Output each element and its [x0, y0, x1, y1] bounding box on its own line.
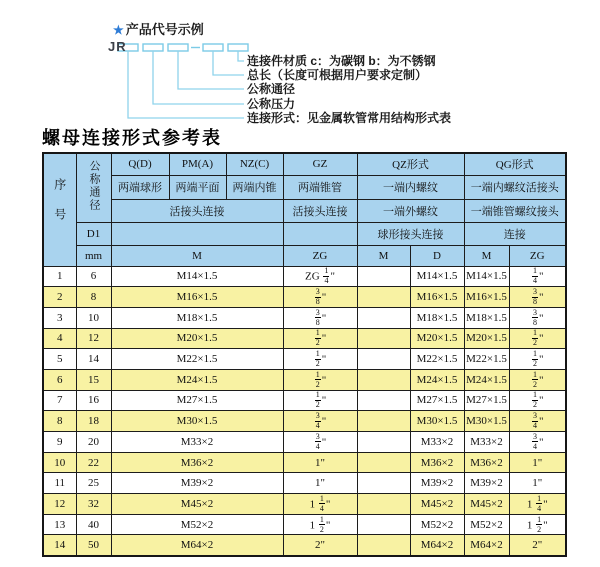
cell-qg-zg: 1 $\frac{1}{4}$ " — [509, 494, 566, 515]
header-empty-m — [111, 222, 283, 245]
cell-seq: 13 — [43, 514, 76, 535]
header-empty-gz — [283, 222, 357, 245]
cell-gz: $\frac{3}{8}$ " — [283, 287, 357, 308]
cell-seq: 11 — [43, 473, 76, 494]
cell-qz-m — [357, 390, 410, 411]
header-desc-qg: 一端内螺纹活接头 — [464, 175, 566, 199]
header-desc-nzc: 两端内锥 — [226, 175, 283, 199]
code-box-3 — [168, 44, 188, 51]
cell-qz-d: M20×1.5 — [410, 328, 464, 349]
header-seq-label: 序号 — [52, 178, 67, 239]
cell-m: M45×2 — [111, 494, 283, 515]
cell-qz-m — [357, 432, 410, 453]
cell-qz-d: M30×1.5 — [410, 411, 464, 432]
table-row — [43, 307, 566, 328]
cell-m: M20×1.5 — [111, 328, 283, 349]
table-title: 螺母连接形式参考表 — [42, 128, 222, 148]
header-desc-qz: 一端内螺纹 — [357, 175, 464, 199]
cell-qz-m — [357, 452, 410, 473]
cell-qz-d: M14×1.5 — [410, 266, 464, 287]
cell-qz-m — [357, 287, 410, 308]
cell-seq: 10 — [43, 452, 76, 473]
table-row — [43, 411, 566, 432]
header-unit-qz-m: M — [357, 245, 410, 266]
cell-m: M14×1.5 — [111, 266, 283, 287]
cell-qz-m — [357, 473, 410, 494]
cell-gz: $\frac{1}{2}$ " — [283, 328, 357, 349]
cell-qg-zg: $\frac{3}{4}$ " — [509, 411, 566, 432]
table-row — [43, 328, 566, 349]
cell-m: M36×2 — [111, 452, 283, 473]
cell-dn: 32 — [76, 494, 111, 515]
header-d1: D1 — [76, 222, 111, 245]
table-body — [43, 266, 566, 556]
leader-line-length — [213, 51, 244, 75]
cell-seq: 5 — [43, 349, 76, 370]
table-row — [43, 535, 566, 556]
cell-qz-d: M16×1.5 — [410, 287, 464, 308]
cell-m: M39×2 — [111, 473, 283, 494]
header-unit-qz-d: D — [410, 245, 464, 266]
cell-dn: 18 — [76, 411, 111, 432]
cell-qz-d: M45×2 — [410, 494, 464, 515]
cell-gz: 1 $\frac{1}{2}$ " — [283, 514, 357, 535]
cell-dn: 22 — [76, 452, 111, 473]
cell-qz-d: M18×1.5 — [410, 307, 464, 328]
header-unit-qg-m: M — [464, 245, 509, 266]
cell-qz-m — [357, 514, 410, 535]
cell-qg-zg: 1" — [509, 452, 566, 473]
cell-dn: 40 — [76, 514, 111, 535]
header-code-gz: GZ — [283, 153, 357, 175]
cell-seq: 8 — [43, 411, 76, 432]
code-box-5 — [228, 44, 248, 51]
table-row — [43, 494, 566, 515]
cell-qz-m — [357, 307, 410, 328]
cell-qz-m — [357, 349, 410, 370]
code-box-2 — [143, 44, 163, 51]
cell-qg-m: M33×2 — [464, 432, 509, 453]
label-pressure: 公称压力 — [247, 96, 296, 111]
cell-gz: 1 $\frac{1}{4}$ " — [283, 494, 357, 515]
cell-qg-zg: $\frac{3}{8}$ " — [509, 307, 566, 328]
cell-qg-m: M20×1.5 — [464, 328, 509, 349]
header-ball-joint-qz: 球形接头连接 — [357, 222, 464, 245]
cell-gz: $\frac{3}{4}$ " — [283, 411, 357, 432]
cell-dn: 8 — [76, 287, 111, 308]
cell-gz: $\frac{1}{2}$ " — [283, 349, 357, 370]
leader-line-material — [238, 51, 244, 61]
table-row — [43, 287, 566, 308]
cell-seq: 3 — [43, 307, 76, 328]
code-prefix: JR — [108, 39, 127, 54]
cell-qg-zg: 2" — [509, 535, 566, 556]
cell-seq: 2 — [43, 287, 76, 308]
cell-dn: 25 — [76, 473, 111, 494]
label-diameter: 公称通径 — [247, 81, 296, 96]
cell-qg-zg: $\frac{1}{2}$ " — [509, 369, 566, 390]
header-code-qg: QG形式 — [464, 153, 566, 175]
table-row — [43, 266, 566, 287]
table-row — [43, 390, 566, 411]
cell-qg-m: M30×1.5 — [464, 411, 509, 432]
cell-qg-m: M18×1.5 — [464, 307, 509, 328]
cell-seq: 6 — [43, 369, 76, 390]
header-dn — [76, 153, 111, 222]
header-unit-m: M — [111, 245, 283, 266]
header-code-nzc: NZ(C) — [226, 153, 283, 175]
cell-qg-m: M14×1.5 — [464, 266, 509, 287]
cell-qz-m — [357, 494, 410, 515]
diagram-title-text: 产品代号示例 — [125, 22, 204, 37]
cell-m: M22×1.5 — [111, 349, 283, 370]
cell-gz: $\frac{1}{2}$ " — [283, 390, 357, 411]
cell-qg-zg: $\frac{3}{4}$ " — [509, 432, 566, 453]
cell-dn: 14 — [76, 349, 111, 370]
cell-qg-m: M22×1.5 — [464, 349, 509, 370]
cell-qz-m — [357, 369, 410, 390]
header-ext-thread-qz: 一端外螺纹 — [357, 199, 464, 222]
cell-dn: 6 — [76, 266, 111, 287]
cell-m: M16×1.5 — [111, 287, 283, 308]
cell-seq: 1 — [43, 266, 76, 287]
cell-qg-m: M39×2 — [464, 473, 509, 494]
cell-gz: $\frac{3}{4}$ " — [283, 432, 357, 453]
star-icon: ★ — [113, 23, 124, 37]
diagram-title — [113, 19, 204, 38]
cell-seq: 12 — [43, 494, 76, 515]
cell-m: M52×2 — [111, 514, 283, 535]
cell-qg-m: M24×1.5 — [464, 369, 509, 390]
table-header — [43, 153, 566, 266]
table-row — [43, 473, 566, 494]
header-union-gz: 活接头连接 — [283, 199, 357, 222]
cell-qz-m — [357, 328, 410, 349]
cell-qg-m: M45×2 — [464, 494, 509, 515]
cell-qz-d: M64×2 — [410, 535, 464, 556]
cell-qg-m: M16×1.5 — [464, 287, 509, 308]
header-taper-joint-qg: 一端锥管螺纹接头 — [464, 199, 566, 222]
cell-dn: 12 — [76, 328, 111, 349]
cell-qz-m — [357, 411, 410, 432]
label-material: 连接件材质 c：为碳钢 b：为不锈钢 — [247, 53, 436, 68]
cell-gz: $\frac{1}{2}$ " — [283, 369, 357, 390]
header-seq — [43, 153, 76, 266]
cell-gz: 1" — [283, 473, 357, 494]
cell-m: M18×1.5 — [111, 307, 283, 328]
cell-gz: 2" — [283, 535, 357, 556]
header-desc-qd: 两端球形 — [111, 175, 169, 199]
header-mm: mm — [76, 245, 111, 266]
cell-gz: $\frac{3}{8}$ " — [283, 307, 357, 328]
cell-qg-zg: $\frac{1}{2}$ " — [509, 349, 566, 370]
cell-seq: 7 — [43, 390, 76, 411]
cell-m: M27×1.5 — [111, 390, 283, 411]
cell-seq: 14 — [43, 535, 76, 556]
cell-qg-m: M27×1.5 — [464, 390, 509, 411]
leader-line-pressure — [153, 51, 244, 104]
cell-qz-d: M27×1.5 — [410, 390, 464, 411]
cell-qg-m: M36×2 — [464, 452, 509, 473]
table-row — [43, 452, 566, 473]
table-row — [43, 349, 566, 370]
leader-line-diameter — [178, 51, 244, 89]
header-desc-gz: 两端锥管 — [283, 175, 357, 199]
cell-qg-m: M64×2 — [464, 535, 509, 556]
cell-qz-d: M36×2 — [410, 452, 464, 473]
cell-gz: ZG $\frac{1}{4}$ " — [283, 266, 357, 287]
cell-m: M33×2 — [111, 432, 283, 453]
header-union-left: 活接头连接 — [111, 199, 283, 222]
cell-m: M24×1.5 — [111, 369, 283, 390]
cell-qg-zg: $\frac{1}{4}$ " — [509, 266, 566, 287]
cell-m: M30×1.5 — [111, 411, 283, 432]
cell-qz-d: M39×2 — [410, 473, 464, 494]
cell-qg-zg: $\frac{1}{2}$ " — [509, 328, 566, 349]
header-unit-zg: ZG — [283, 245, 357, 266]
cell-qz-d: M24×1.5 — [410, 369, 464, 390]
cell-qz-d: M33×2 — [410, 432, 464, 453]
cell-dn: 50 — [76, 535, 111, 556]
cell-dn: 10 — [76, 307, 111, 328]
cell-qg-zg: $\frac{1}{2}$ " — [509, 390, 566, 411]
cell-dn: 16 — [76, 390, 111, 411]
label-length: 总长（长度可根据用户要求定制） — [247, 67, 428, 82]
table-row — [43, 369, 566, 390]
header-code-qz: QZ形式 — [357, 153, 464, 175]
cell-seq: 9 — [43, 432, 76, 453]
cell-qz-d: M52×2 — [410, 514, 464, 535]
code-box-4 — [203, 44, 223, 51]
table-row — [43, 432, 566, 453]
table-row — [43, 514, 566, 535]
cell-qz-m — [357, 535, 410, 556]
cell-qg-m: M52×2 — [464, 514, 509, 535]
cell-m: M64×2 — [111, 535, 283, 556]
cell-dn: 15 — [76, 369, 111, 390]
cell-qz-d: M22×1.5 — [410, 349, 464, 370]
cell-qg-zg: 1 $\frac{1}{2}$ " — [509, 514, 566, 535]
cell-qg-zg: 1" — [509, 473, 566, 494]
leader-line-connection — [128, 51, 244, 118]
header-code-qd: Q(D) — [111, 153, 169, 175]
cell-dn: 20 — [76, 432, 111, 453]
cell-seq: 4 — [43, 328, 76, 349]
cell-gz: 1" — [283, 452, 357, 473]
header-unit-qg-zg: ZG — [509, 245, 566, 266]
cell-qg-zg: $\frac{3}{8}$ " — [509, 287, 566, 308]
header-connect-qg: 连接 — [464, 222, 566, 245]
header-code-pma: PM(A) — [169, 153, 226, 175]
cell-qz-m — [357, 266, 410, 287]
nut-connection-table — [42, 152, 567, 557]
header-desc-pma: 两端平面 — [169, 175, 226, 199]
header-dn-label: 公称通径 — [88, 160, 100, 213]
label-connection: 连接形式：见金属软管常用结构形式表 — [247, 110, 452, 125]
